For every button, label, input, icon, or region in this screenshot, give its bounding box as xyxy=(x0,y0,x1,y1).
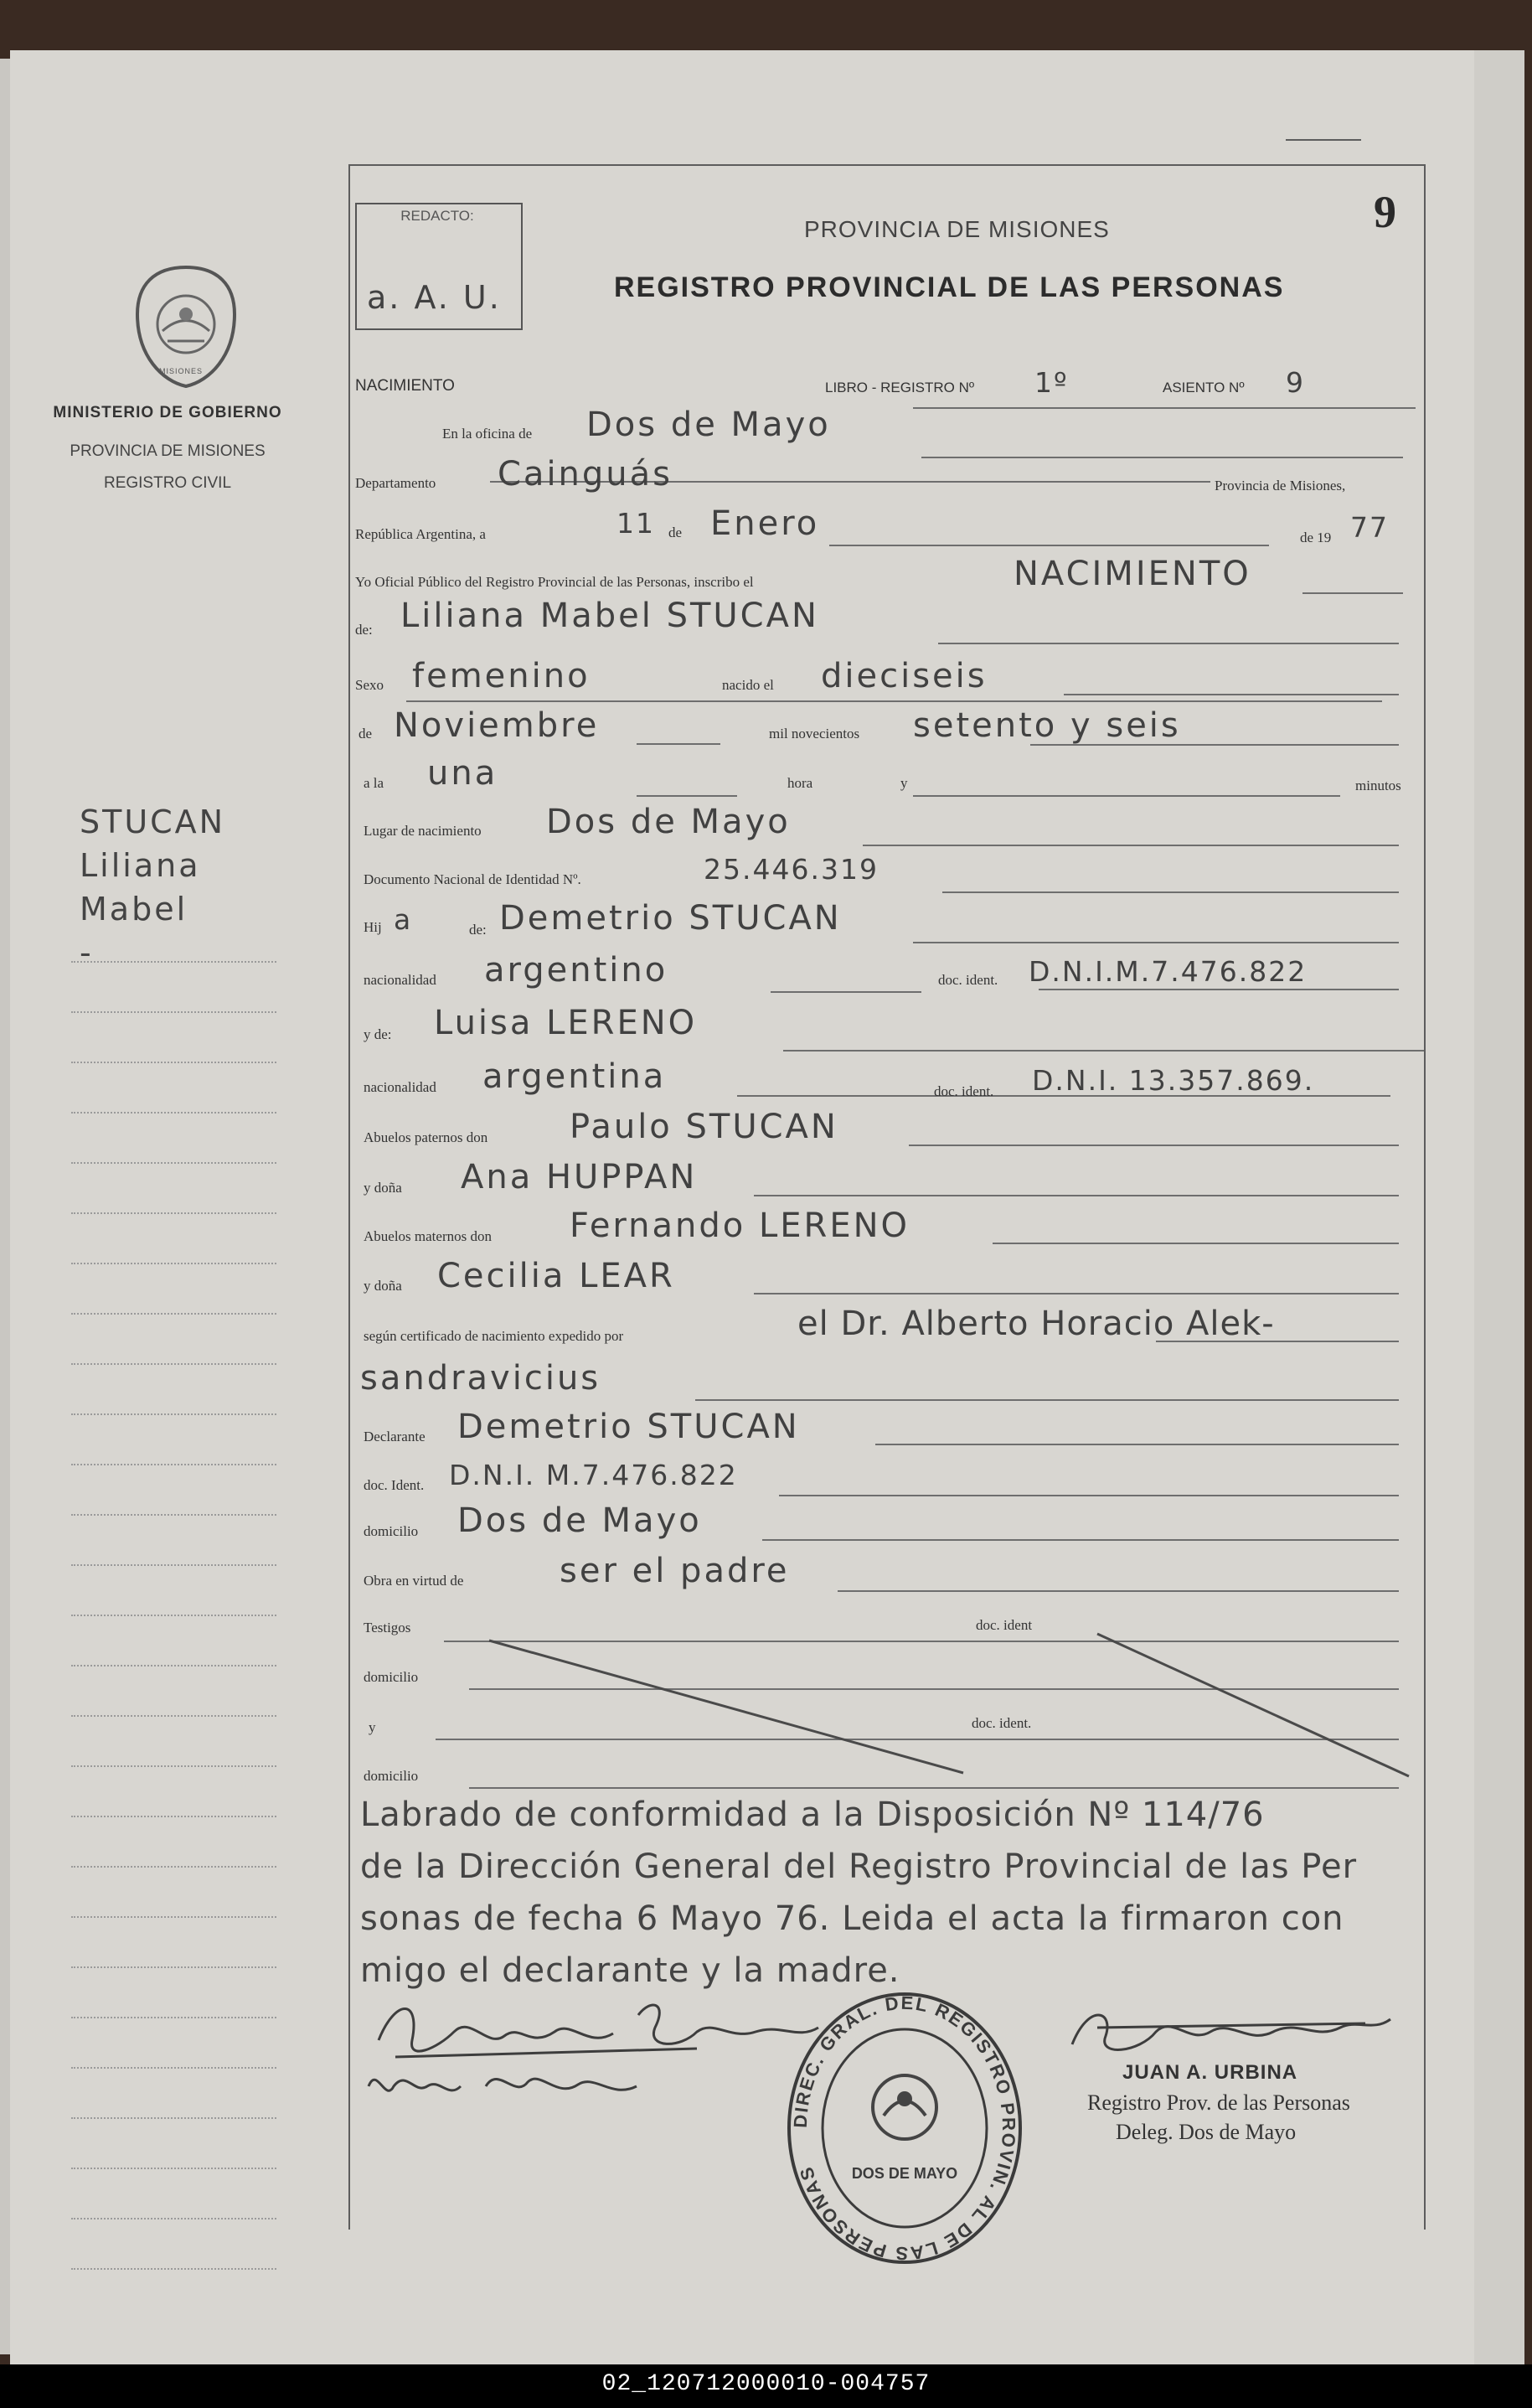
certificate-value-1: el Dr. Alberto Horacio Alek- xyxy=(797,1305,1275,1343)
year-label: de 19 xyxy=(1300,530,1332,545)
declarant-label: Declarante xyxy=(364,1429,426,1444)
mother-value: Luisa LERENO xyxy=(434,1004,698,1042)
record-type-label: NACIMIENTO xyxy=(355,377,455,395)
declarant-doc-label: doc. Ident. xyxy=(364,1477,425,1493)
child-suffix: a xyxy=(394,903,413,936)
maternal-grandmother: Cecilia LEAR xyxy=(437,1257,675,1295)
redacto-label: REDACTO: xyxy=(400,208,474,224)
certificate-value-2: sandravicius xyxy=(360,1359,601,1398)
notes-paragraph xyxy=(360,1789,1449,1997)
stamp-outer-text: DIREC. GRAL. DEL REGISTRO PROVIN. AL DE LAS PERSONAS xyxy=(789,1992,1020,2265)
page-number: 9 xyxy=(1374,187,1396,237)
ministry-name: MINISTERIO DE GOBIERNO xyxy=(53,404,282,421)
born-month-value: Noviembre xyxy=(394,706,600,745)
domicile-value: Dos de Mayo xyxy=(457,1501,702,1540)
born-month-prefix: de xyxy=(358,726,373,742)
redacto-value: a. A. U. xyxy=(367,279,502,316)
year-value: 77 xyxy=(1350,511,1389,544)
and-label: y xyxy=(900,775,908,791)
notes-line: Labrado de conformidad a la Disposición Nº 114/76 xyxy=(360,1796,1265,1834)
maternal-dona-label: y doña xyxy=(364,1278,402,1294)
asiento-label: ASIENTO Nº xyxy=(1163,380,1245,395)
father-doc-label: doc. ident. xyxy=(938,972,998,988)
official-signature xyxy=(1047,1994,1399,2070)
virtue-label: Obra en virtud de xyxy=(364,1573,464,1589)
witnesses-label: Testigos xyxy=(364,1620,411,1635)
person-value: Liliana Mabel STUCAN xyxy=(400,597,819,635)
stamp-inner-text: DOS DE MAYO xyxy=(851,2165,958,2182)
witness-domicile-label: domicilio xyxy=(364,1669,419,1685)
department-label: Departamento xyxy=(355,475,436,491)
footer-document-id: 02_120712000010-004757 xyxy=(601,2371,931,2397)
certificate-label: según certificado de nacimiento expedido por xyxy=(364,1328,624,1344)
declarant-doc-value: D.N.I. M.7.476.822 xyxy=(449,1459,738,1491)
witness-doc-label: doc. ident xyxy=(976,1617,1033,1633)
registry-heading: REGISTRO PROVINCIAL DE LAS PERSONAS xyxy=(614,271,1285,303)
of-label: de: xyxy=(355,622,373,638)
birthplace-value: Dos de Mayo xyxy=(546,803,791,841)
office-label: En la oficina de xyxy=(442,426,533,442)
svg-text:DIREC. GRAL. DEL REGISTRO PROV xyxy=(790,1992,1019,2264)
mother-doc-label: doc. ident. xyxy=(934,1083,994,1099)
dni-label: Documento Nacional de Identidad Nº. xyxy=(364,871,581,887)
century-label: mil novecientos xyxy=(769,726,860,742)
ministry-seal-text: MISIONES xyxy=(159,367,204,375)
page-edge xyxy=(1474,50,1524,2364)
office-value: Dos de Mayo xyxy=(586,406,831,444)
witness-domicile-label-2: domicilio xyxy=(364,1768,419,1784)
child-label: Hij xyxy=(364,919,382,935)
republic-label: República Argentina, a xyxy=(355,526,486,542)
birthplace-label: Lugar de nacimiento xyxy=(364,823,482,839)
mother-nationality: argentina xyxy=(482,1057,667,1096)
notes-line: migo el declarante y la madre. xyxy=(360,1951,900,1990)
born-year-value: setento y seis xyxy=(913,706,1181,745)
child-of-label: de: xyxy=(469,922,487,938)
hour-value: una xyxy=(427,754,498,793)
corner-mark xyxy=(1286,139,1361,141)
declarant-value: Demetrio STUCAN xyxy=(457,1408,800,1446)
born-day-value: dieciseis xyxy=(821,657,988,695)
notes-line: sonas de fecha 6 Mayo 76. Leida el acta la firmaron con xyxy=(360,1899,1344,1938)
and-of-label: y de: xyxy=(364,1026,392,1042)
witness-strike-lines xyxy=(469,1617,1441,1793)
maternal-grandfather: Fernando LERENO xyxy=(570,1207,910,1245)
ministry-registry: REGISTRO CIVIL xyxy=(103,474,232,492)
mother-doc: D.N.I. 13.357.869. xyxy=(1032,1064,1315,1097)
virtue-value: ser el padre xyxy=(560,1552,790,1590)
department-value: Cainguás xyxy=(498,455,673,493)
month-value: Enero xyxy=(710,504,820,543)
maternal-label: Abuelos maternos don xyxy=(364,1228,492,1244)
frame-top-line xyxy=(348,164,1426,166)
registry-oval-stamp xyxy=(783,1990,1026,2266)
paternal-dona-label: y doña xyxy=(364,1180,402,1196)
official-name: JUAN A. URBINA xyxy=(1122,2061,1298,2084)
margin-name-note: STUCAN Liliana Mabel - xyxy=(80,804,226,971)
witness-doc-label-2: doc. ident. xyxy=(972,1715,1032,1731)
born-label: nacido el xyxy=(722,677,774,693)
officer-text: Yo Oficial Público del Registro Provincial de las Personas, inscribo el xyxy=(355,574,754,590)
father-doc: D.N.I.M.7.476.822 xyxy=(1029,955,1308,988)
domicile-label: domicilio xyxy=(364,1523,419,1539)
day-value: 11 xyxy=(616,507,655,540)
notes-line: de la Dirección General del Registro Provincial de las Per xyxy=(360,1847,1358,1886)
libro-label: LIBRO - REGISTRO Nº xyxy=(825,380,975,395)
mother-signature xyxy=(360,2053,662,2111)
asiento-value: 9 xyxy=(1286,366,1305,399)
witness-y-label: y xyxy=(369,1719,376,1735)
father-nationality: argentino xyxy=(484,951,668,990)
official-delegation: Deleg. Dos de Mayo xyxy=(1116,2120,1297,2144)
month-prefix: de xyxy=(668,524,683,540)
official-title: Registro Prov. de las Personas xyxy=(1087,2090,1350,2115)
hour-label: hora xyxy=(787,775,813,791)
act-value: NACIMIENTO xyxy=(1014,555,1251,593)
father-nationality-label: nacionalidad xyxy=(364,972,436,988)
province-suffix: Provincia de Misiones, xyxy=(1215,478,1346,493)
sex-value: femenino xyxy=(412,657,591,695)
ministry-province: PROVINCIA DE MISIONES xyxy=(70,442,266,460)
sex-label: Sexo xyxy=(355,677,384,693)
father-value: Demetrio STUCAN xyxy=(499,899,842,938)
at-label: a la xyxy=(364,775,384,791)
paternal-grandfather: Paulo STUCAN xyxy=(570,1108,838,1146)
minutes-label: minutos xyxy=(1355,778,1401,793)
frame-left-line xyxy=(348,164,350,2230)
libro-value: 1º xyxy=(1034,366,1069,399)
province-heading: PROVINCIA DE MISIONES xyxy=(804,216,1110,242)
mother-nationality-label: nacionalidad xyxy=(364,1079,436,1095)
dni-value: 25.446.319 xyxy=(704,853,879,886)
paternal-grandmother: Ana HUPPAN xyxy=(461,1158,698,1196)
paternal-label: Abuelos paternos don xyxy=(364,1129,488,1145)
